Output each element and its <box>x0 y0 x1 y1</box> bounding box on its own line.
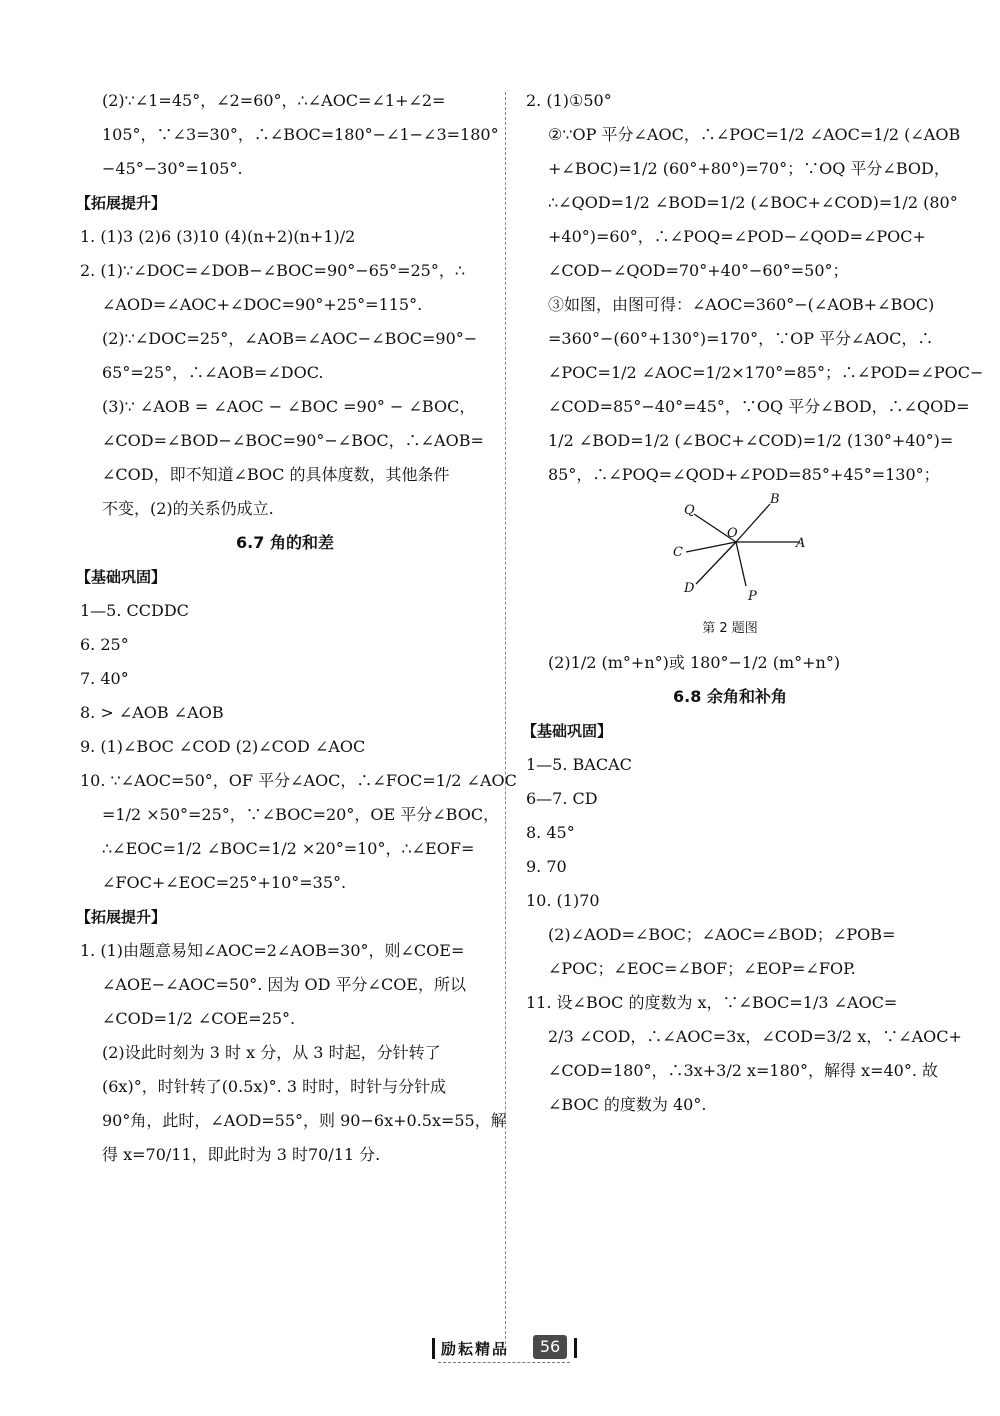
text-line: ∠AOD=∠AOC+∠DOC=90°+25°=115°. <box>102 295 423 314</box>
text-line: ∠POC；∠EOC=∠BOF；∠EOP=∠FOP. <box>548 959 856 978</box>
section-header: 【拓展提升】 <box>76 908 167 926</box>
text-line: ∠POC=1/2 ∠AOC=1/2×170°=85°；∴∠POD=∠POC− <box>548 363 984 382</box>
text-line: 6. 25° <box>80 635 129 654</box>
text-line: 1—5. CCDDC <box>80 601 189 620</box>
text-line: 1/2 ∠BOD=1/2 (∠BOC+∠COD)=1/2 (130°+40°)= <box>548 431 954 450</box>
right-column <box>522 84 984 1122</box>
label-b: B <box>770 492 780 507</box>
text-line: 10. (1)70 <box>526 891 600 910</box>
text-line: 65°=25°，∴∠AOB=∠DOC. <box>102 363 324 382</box>
label-d: D <box>684 581 695 596</box>
label-c: C <box>673 545 683 560</box>
brand-logo: 励耘精品 <box>432 1338 509 1359</box>
text-line: =360°−(60°+130°)=170°，∵OP 平分∠AOC，∴ <box>548 329 934 348</box>
text-line: −45°−30°=105°. <box>102 159 243 178</box>
label-o: O <box>727 526 738 541</box>
text-line: 得 x=70/11，即此时为 3 时70/11 分. <box>102 1145 381 1164</box>
page-number: 56 <box>533 1335 567 1359</box>
text-line: ∠COD=85°−40°=45°，∵OQ 平分∠BOD，∴∠QOD= <box>548 397 970 416</box>
text-line: 11. 设∠BOC 的度数为 x，∵∠BOC=1/3 ∠AOC= <box>526 993 898 1012</box>
text-line: 不变，(2)的关系仍成立. <box>102 499 274 518</box>
text-line: (2)1/2 (m°+n°)或 180°−1/2 (m°+n°) <box>548 653 841 672</box>
text-line: ②∵OP 平分∠AOC，∴∠POC=1/2 ∠AOC=1/2 (∠AOB <box>548 125 961 144</box>
angle-figure <box>522 492 938 618</box>
section-header: 【基础巩固】 <box>76 568 167 586</box>
text-line: 6—7. CD <box>526 789 598 808</box>
text-line: ∠BOC 的度数为 40°. <box>548 1095 707 1114</box>
text-line: (6x)°，时针转了(0.5x)°. 3 时时，时针与分针成 <box>102 1077 447 1096</box>
text-line: 2. (1)∵∠DOC=∠DOB−∠BOC=90°−65°=25°，∴ <box>80 261 466 280</box>
text-line: (2)∠AOD=∠BOC；∠AOC=∠BOD；∠POB= <box>548 925 896 944</box>
footer-dashed-rule <box>438 1362 570 1363</box>
text-line: 2. (1)①50° <box>526 91 612 110</box>
right-column-bottom <box>522 646 962 1122</box>
text-line: 8. > ∠AOB ∠AOB <box>80 703 224 722</box>
right-column-top <box>522 84 984 492</box>
text-line: ∠COD=∠BOD−∠BOC=90°−∠BOC，∴∠AOB= <box>102 431 484 450</box>
text-line: ∠COD=1/2 ∠COE=25°. <box>102 1009 296 1028</box>
page-footer <box>0 1330 1000 1370</box>
section-header: 【拓展提升】 <box>76 194 167 212</box>
text-line: ③如图，由图可得：∠AOC=360°−(∠AOB+∠BOC) <box>548 295 935 314</box>
text-line: (2)∵∠1=45°，∠2=60°，∴∠AOC=∠1+∠2= <box>102 91 446 110</box>
section-header: 【基础巩固】 <box>522 722 613 740</box>
text-line: (2)设此时刻为 3 时 x 分，从 3 时起，分针转了 <box>102 1043 441 1062</box>
text-line: ∠COD，即不知道∠BOC 的具体度数，其他条件 <box>102 465 450 484</box>
text-line: 9. 70 <box>526 857 567 876</box>
text-line: (3)∵ ∠AOB = ∠AOC − ∠BOC =90° − ∠BOC， <box>102 397 476 416</box>
section-title: 6.7 角的和差 <box>236 533 334 552</box>
label-p: P <box>748 589 757 604</box>
text-line: 2/3 ∠COD，∴∠AOC=3x，∠COD=3/2 x，∵∠AOC+ <box>548 1027 962 1046</box>
text-line: 105°，∵∠3=30°，∴∠BOC=180°−∠1−∠3=180° <box>102 125 499 144</box>
text-line: ∴∠QOD=1/2 ∠BOD=1/2 (∠BOC+∠COD)=1/2 (80° <box>548 193 958 212</box>
angle-diagram <box>662 492 822 618</box>
label-q: Q <box>684 503 695 518</box>
text-line: 10. ∵∠AOC=50°，OF 平分∠AOC，∴∠FOC=1/2 ∠AOC <box>80 771 517 790</box>
section-title: 6.8 余角和补角 <box>673 687 787 706</box>
text-line: 1—5. BACAC <box>526 755 632 774</box>
text-line: ∠AOE−∠AOC=50°. 因为 OD 平分∠COE，所以 <box>102 975 466 994</box>
text-line: 1. (1)3 (2)6 (3)10 (4)(n+2)(n+1)/2 <box>80 227 356 246</box>
text-line: ∠COD=180°，∴3x+3/2 x=180°，解得 x=40°. 故 <box>548 1061 939 1080</box>
text-line: +40°)=60°，∴∠POQ=∠POD−∠QOD=∠POC+ <box>548 227 926 246</box>
text-line: ∠FOC+∠EOC=25°+10°=35°. <box>102 873 347 892</box>
text-line: ∠COD−∠QOD=70°+40°−60°=50°； <box>548 261 849 280</box>
text-line: +∠BOC)=1/2 (60°+80°)=70°；∵OQ 平分∠BOD， <box>548 159 950 178</box>
text-line: =1/2 ×50°=25°，∵∠BOC=20°，OE 平分∠BOC， <box>102 805 500 824</box>
footer-bar <box>574 1338 577 1358</box>
text-line: 8. 45° <box>526 823 575 842</box>
text-line: ∴∠EOC=1/2 ∠BOC=1/2 ×20°=10°，∴∠EOF= <box>102 839 475 858</box>
column-divider <box>505 92 506 1354</box>
label-a: A <box>796 536 806 551</box>
left-column <box>76 84 517 1172</box>
text-line: 9. (1)∠BOC ∠COD (2)∠COD ∠AOC <box>80 737 366 756</box>
text-line: 85°，∴∠POQ=∠QOD+∠POD=85°+45°=130°； <box>548 465 940 484</box>
text-line: 7. 40° <box>80 669 129 688</box>
text-line: 90°角，此时，∠AOD=55°，则 90−6x+0.5x=55，解 <box>102 1111 507 1130</box>
figure-caption: 第 2 题图 <box>702 621 758 636</box>
text-line: (2)∵∠DOC=25°，∠AOB=∠AOC−∠BOC=90°− <box>102 329 478 348</box>
text-line: 1. (1)由题意易知∠AOC=2∠AOB=30°，则∠COE= <box>80 941 465 960</box>
